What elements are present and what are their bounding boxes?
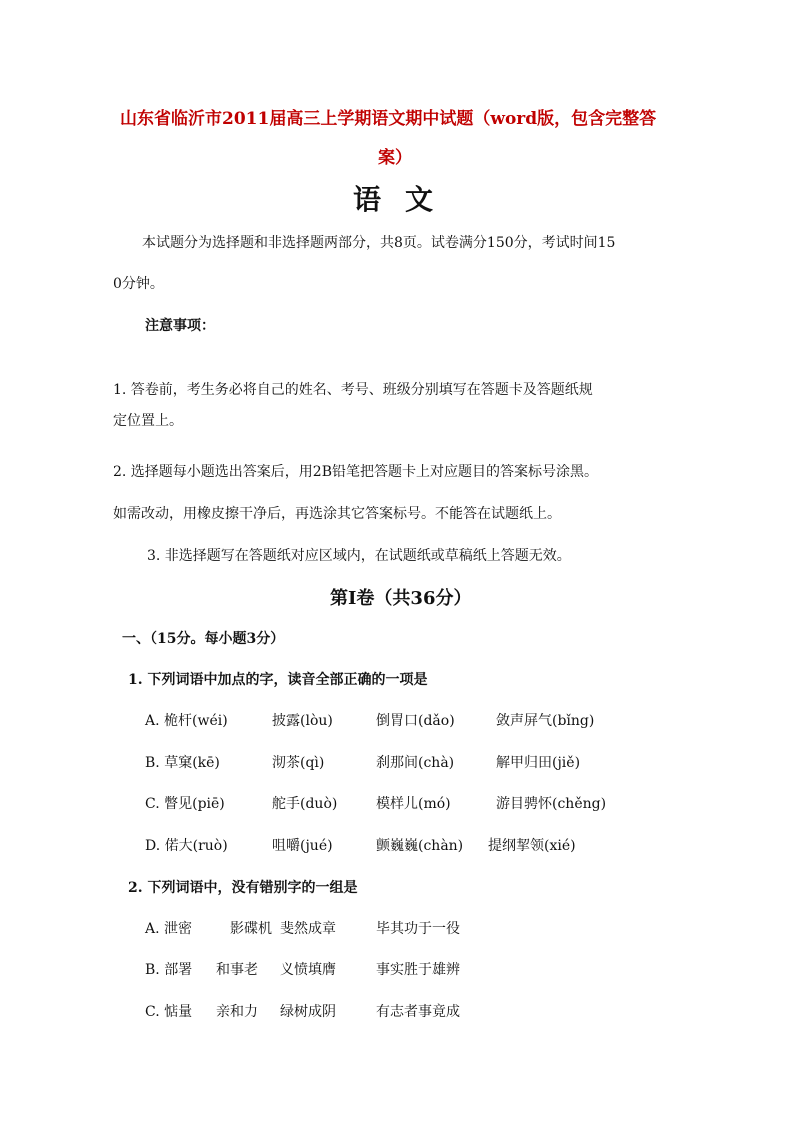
q2-option-c-word-1: C. 惦量 — [145, 1004, 193, 1020]
q1-option-d-word-4: 提纲挈领(xié) — [488, 838, 576, 854]
question-1-stem: 1. 下列词语中加点的字，读音全部正确的一项是 — [128, 672, 428, 688]
q1-option-c-word-4: 游目骋怀(chěng) — [496, 796, 607, 812]
intro-line-1: 本试题分为选择题和非选择题两部分，共8页。试卷满分150分，考试时间15 — [142, 235, 616, 251]
notice-item-1-line-2: 定位置上。 — [113, 413, 183, 429]
q2-option-a-word-4: 毕其功于一役 — [376, 921, 460, 937]
q2-option-a-word-2: 影碟机 — [230, 921, 272, 937]
q1-option-b-word-2: 沏茶(qì) — [272, 755, 325, 771]
q2-option-a-word-3: 斐然成章 — [280, 921, 336, 937]
q1-option-c-word-1: C. 瞥见(piē) — [145, 796, 225, 812]
q1-option-a-word-4: 敛声屏气(bǐng) — [496, 713, 595, 729]
q2-option-a-word-1: A. 泄密 — [145, 921, 193, 937]
q1-option-d-word-3: 颤巍巍(chàn) — [376, 838, 464, 854]
q2-option-b-word-4: 事实胜于雄辨 — [376, 962, 460, 978]
intro-line-2: 0分钟。 — [113, 276, 164, 292]
q1-option-d-word-1: D. 偌大(ruò) — [145, 838, 228, 854]
q1-option-a-word-3: 倒胃口(dǎo) — [376, 713, 455, 729]
q2-option-b-word-3: 义愤填膺 — [280, 962, 336, 978]
q1-option-d-word-2: 咀嚼(jué) — [272, 838, 333, 854]
q1-option-b-word-1: B. 草窠(kē) — [145, 755, 220, 771]
question-2-stem: 2. 下列词语中，没有错别字的一组是 — [128, 880, 358, 896]
q2-option-c-word-4: 有志者事竟成 — [376, 1004, 460, 1020]
q1-option-a-word-1: A. 桅杆(wéi) — [145, 713, 228, 729]
q1-option-b-word-4: 解甲归田(jiě) — [496, 755, 581, 771]
q2-option-c-word-3: 绿树成阴 — [280, 1004, 336, 1020]
document-title-line-2: 案） — [378, 148, 412, 168]
q1-option-c-word-3: 模样儿(mó) — [376, 796, 451, 812]
q1-option-c-word-2: 舵手(duò) — [272, 796, 338, 812]
part-heading: 一、（15分。每小题3分） — [122, 631, 285, 647]
q2-option-b-word-2: 和事老 — [216, 962, 258, 978]
notice-item-2-line-1: 2. 选择题每小题选出答案后，用2B铅笔把答题卡上对应题目的答案标号涂黑。 — [113, 464, 599, 480]
document-title-line-1: 山东省临沂市2011届高三上学期语文期中试题（word版，包含完整答 — [120, 109, 657, 129]
subject-heading: 语文 — [353, 183, 458, 216]
q1-option-b-word-3: 刹那间(chà) — [376, 755, 455, 771]
section-title: 第I卷（共36分） — [330, 588, 472, 609]
q2-option-b-word-1: B. 部署 — [145, 962, 193, 978]
notice-heading: 注意事项： — [145, 318, 215, 334]
notice-item-3: 3. 非选择题写在答题纸对应区域内，在试题纸或草稿纸上答题无效。 — [147, 548, 571, 564]
notice-item-2-line-2: 如需改动，用橡皮擦干净后，再选涂其它答案标号。不能答在试题纸上。 — [113, 506, 561, 522]
q2-option-c-word-2: 亲和力 — [216, 1004, 258, 1020]
notice-item-1-line-1: 1. 答卷前，考生务必将自己的姓名、考号、班级分别填写在答题卡及答题纸规 — [113, 382, 593, 398]
q1-option-a-word-2: 披露(lòu) — [272, 713, 333, 729]
